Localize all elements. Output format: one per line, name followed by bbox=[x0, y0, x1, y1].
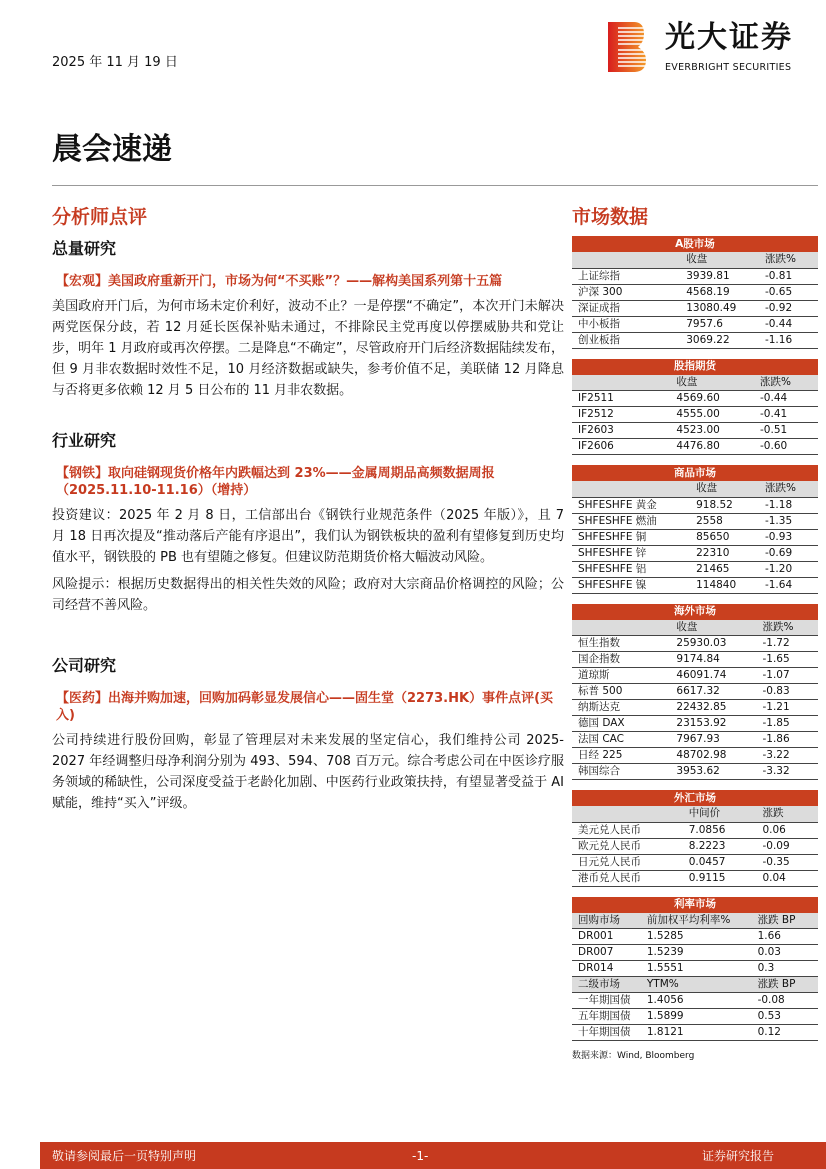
disclaimer-note: 敬请参阅最后一页特别声明 bbox=[52, 1149, 197, 1163]
table-cell: -0.93 bbox=[759, 529, 818, 545]
table-cell: 0.0457 bbox=[683, 854, 757, 870]
page-title: 晨会速递 bbox=[52, 132, 172, 167]
table-cell: 标普 500 bbox=[572, 684, 670, 700]
table-row bbox=[572, 561, 818, 577]
table-cell: -1.35 bbox=[759, 513, 818, 529]
table-cell: 4569.60 bbox=[670, 391, 754, 407]
table-cell: 0.04 bbox=[756, 870, 818, 886]
table-cell: 收盘 bbox=[680, 252, 759, 268]
table-row bbox=[572, 961, 818, 977]
table-row bbox=[572, 764, 818, 780]
table-subheader bbox=[572, 806, 818, 822]
table-cell: 114840 bbox=[690, 577, 759, 593]
report-date: 2025 年 11 月 19 日 bbox=[52, 55, 178, 70]
table-cell: 1.5285 bbox=[641, 929, 752, 945]
table-row bbox=[572, 732, 818, 748]
table-row bbox=[572, 268, 818, 284]
table-cell: 1.66 bbox=[752, 929, 818, 945]
table-cell: 46091.74 bbox=[670, 668, 756, 684]
table-cell: 上证综指 bbox=[572, 268, 680, 284]
paragraph: 风险提示：根据历史数据得出的相关性失效的风险；政府对大宗商品价格调控的风险；公司经营不善风险。 bbox=[52, 577, 564, 613]
block-heading: 公司研究 bbox=[52, 656, 117, 675]
table-cell: -0.83 bbox=[756, 684, 818, 700]
table-cell: 2558 bbox=[690, 513, 759, 529]
table-row bbox=[572, 854, 818, 870]
table-row bbox=[572, 822, 818, 838]
table-cell: -0.81 bbox=[759, 268, 818, 284]
data-source: 数据来源：Wind, Bloomberg bbox=[572, 1051, 695, 1061]
table-row bbox=[572, 439, 818, 455]
table-cell: 1.8121 bbox=[641, 1025, 752, 1041]
table-caption: 外汇市场 bbox=[572, 790, 818, 806]
market-table bbox=[572, 897, 818, 1042]
table-cell: -0.08 bbox=[752, 993, 818, 1009]
section-title: 分析师点评 bbox=[52, 206, 148, 228]
table-cell: 二级市场 bbox=[572, 977, 641, 993]
table-cell: 收盘 bbox=[670, 620, 756, 636]
table-cell: IF2512 bbox=[572, 407, 670, 423]
table-cell: 日经 225 bbox=[572, 748, 670, 764]
table-row bbox=[572, 529, 818, 545]
table-row bbox=[572, 423, 818, 439]
table-subheader bbox=[572, 252, 818, 268]
table-subheader bbox=[572, 913, 818, 929]
divider bbox=[52, 185, 818, 186]
market-table bbox=[572, 236, 818, 349]
table-cell: 收盘 bbox=[670, 375, 754, 391]
table-cell: -1.64 bbox=[759, 577, 818, 593]
table-row bbox=[572, 284, 818, 300]
table-cell: -0.51 bbox=[754, 423, 818, 439]
table-row bbox=[572, 652, 818, 668]
table-cell: -0.92 bbox=[759, 300, 818, 316]
table-cell: 港币兑人民币 bbox=[572, 870, 683, 886]
research-block bbox=[52, 239, 564, 401]
article-title[interactable]: 【医药】出海并购加速，回购加码彰显发展信心——固生堂（2273.HK）事件点评(买入) bbox=[56, 691, 554, 723]
table-cell: 3939.81 bbox=[680, 268, 759, 284]
table-cell: 道琼斯 bbox=[572, 668, 670, 684]
table-row bbox=[572, 684, 818, 700]
table-subheader bbox=[572, 977, 818, 993]
table-cell: 涨跌 bbox=[756, 806, 818, 822]
table-cell: 22432.85 bbox=[670, 700, 756, 716]
table-cell: -1.16 bbox=[759, 332, 818, 348]
table-cell: IF2511 bbox=[572, 391, 670, 407]
table-row bbox=[572, 332, 818, 348]
table-cell: SHFESHFE 黄金 bbox=[572, 497, 690, 513]
table-cell: -0.41 bbox=[754, 407, 818, 423]
table-cell: -3.32 bbox=[756, 764, 818, 780]
article-title[interactable]: 【宏观】美国政府重新开门，市场为何“不买账”？——解构美国系列第十五篇 bbox=[56, 274, 503, 289]
table-cell: DR001 bbox=[572, 929, 641, 945]
table-row bbox=[572, 300, 818, 316]
table-cell: 0.9115 bbox=[683, 870, 757, 886]
table-cell bbox=[572, 375, 670, 391]
paragraph: 公司持续进行股份回购，彰显了管理层对未来发展的坚定信心，我们维持公司 2025-2027 年经调整归母净利润分别为 493、594、708 百万元。综合考虑公司在中医诊疗服务领域的稀缺性，公司深度受益于老龄化加剧、中医药行业政策扶持，有望显著受益于 AI 赋能，维持“买入”评级。 bbox=[52, 733, 564, 811]
table-caption: 商品市场 bbox=[572, 465, 818, 481]
table-caption: 股指期货 bbox=[572, 359, 818, 375]
table-cell: 法国 CAC bbox=[572, 732, 670, 748]
table-cell: SHFESHFE 铜 bbox=[572, 529, 690, 545]
table-row bbox=[572, 391, 818, 407]
table-row bbox=[572, 993, 818, 1009]
table-row bbox=[572, 716, 818, 732]
table-cell: 1.5551 bbox=[641, 961, 752, 977]
table-row bbox=[572, 577, 818, 593]
table-cell: 涨跌% bbox=[754, 375, 818, 391]
table-cell: 恒生指数 bbox=[572, 636, 670, 652]
footer bbox=[40, 1142, 826, 1169]
table-cell: 918.52 bbox=[690, 497, 759, 513]
table-row bbox=[572, 700, 818, 716]
table-cell: 6617.32 bbox=[670, 684, 756, 700]
table-cell: 涨跌% bbox=[756, 620, 818, 636]
table-cell: 0.12 bbox=[752, 1025, 818, 1041]
table-cell: SHFESHFE 镍 bbox=[572, 577, 690, 593]
table-caption: 海外市场 bbox=[572, 604, 818, 620]
block-heading: 行业研究 bbox=[52, 431, 117, 450]
table-cell: 7967.93 bbox=[670, 732, 756, 748]
table-row bbox=[572, 545, 818, 561]
market-table bbox=[572, 790, 818, 887]
logo-mark-icon bbox=[608, 22, 646, 72]
table-cell: 1.5239 bbox=[641, 945, 752, 961]
table-cell: 涨跌 BP bbox=[752, 913, 818, 929]
table-cell: 3953.62 bbox=[670, 764, 756, 780]
table-cell: -1.72 bbox=[756, 636, 818, 652]
table-row bbox=[572, 668, 818, 684]
table-cell: 4555.00 bbox=[670, 407, 754, 423]
paragraph: 美国政府开门后，为何市场未定价利好，波动不止？一是停摆“不确定”，本次开门未解决两党医保分歧，若 12 月延长医保补贴未通过，不排除民主党再度以停摆威胁共和党让步，明年 1 月政府或再次停摆。二是降息“不确定”，尽管政府开门后经济数据陆续发布，但 9 月非农数据时效性不足，10 月经济数据或缺失，参考价值不足，美联储 12 月降息与否将更多依赖 12 月 5 日公布的 11 月非农数据。 bbox=[52, 299, 564, 398]
table-cell: -1.65 bbox=[756, 652, 818, 668]
table-cell: SHFESHFE 燃油 bbox=[572, 513, 690, 529]
paragraph: 投资建议：2025 年 2 月 8 日，工信部出台《钢铁行业规范条件（2025 年版）》，且 7 月 18 日再次提及“推动落后产能有序退出”，我们认为钢铁板块的盈利有望修复到历史均值水平，钢铁股的 PB 也有望随之修复。但建议防范期货价格大幅波动风险。 bbox=[52, 508, 564, 565]
table-row bbox=[572, 748, 818, 764]
table-cell: 十年期国债 bbox=[572, 1025, 641, 1041]
table-cell: 8.2223 bbox=[683, 838, 757, 854]
table-cell: 1.5899 bbox=[641, 1009, 752, 1025]
table-cell: 收盘 bbox=[690, 481, 759, 497]
table-cell: 0.53 bbox=[752, 1009, 818, 1025]
report-type: 证券研究报告 bbox=[702, 1149, 775, 1163]
table-cell: -1.18 bbox=[759, 497, 818, 513]
logo-text-en: EVERBRIGHT SECURITIES bbox=[665, 62, 792, 73]
table-row bbox=[572, 945, 818, 961]
table-cell: -1.07 bbox=[756, 668, 818, 684]
table-subheader bbox=[572, 481, 818, 497]
table-cell: -0.09 bbox=[756, 838, 818, 854]
table-cell: 中间价 bbox=[683, 806, 757, 822]
table-cell: SHFESHFE 铝 bbox=[572, 561, 690, 577]
table-row bbox=[572, 513, 818, 529]
market-table bbox=[572, 604, 818, 781]
everbright-logo bbox=[608, 20, 818, 80]
table-cell: DR014 bbox=[572, 961, 641, 977]
table-cell: 23153.92 bbox=[670, 716, 756, 732]
table-cell bbox=[572, 806, 683, 822]
table-cell: 4476.80 bbox=[670, 439, 754, 455]
table-row bbox=[572, 929, 818, 945]
table-cell: IF2606 bbox=[572, 439, 670, 455]
table-cell: 0.3 bbox=[752, 961, 818, 977]
table-cell: 13080.49 bbox=[680, 300, 759, 316]
table-cell: 涨跌 BP bbox=[752, 977, 818, 993]
market-data bbox=[572, 205, 824, 1062]
table-cell: 一年期国债 bbox=[572, 993, 641, 1009]
table-row bbox=[572, 870, 818, 886]
table-row bbox=[572, 1009, 818, 1025]
table-cell: 4568.19 bbox=[680, 284, 759, 300]
table-cell: YTM% bbox=[641, 977, 752, 993]
page-number: -1- bbox=[412, 1149, 429, 1163]
table-row bbox=[572, 407, 818, 423]
table-cell: 日元兑人民币 bbox=[572, 854, 683, 870]
table-caption: 利率市场 bbox=[572, 897, 818, 913]
table-cell: -1.85 bbox=[756, 716, 818, 732]
table-cell: 纳斯达克 bbox=[572, 700, 670, 716]
table-cell: -1.86 bbox=[756, 732, 818, 748]
logo-text-cn: 光大证券 bbox=[665, 20, 793, 55]
table-cell: 回购市场 bbox=[572, 913, 641, 929]
research-block bbox=[52, 656, 564, 814]
table-cell: -1.21 bbox=[756, 700, 818, 716]
article-title[interactable]: 【钢铁】取向硅钢现货价格年内跌幅达到 23%——金属周期品高频数据周报（2025.11.10-11.16）（增持） bbox=[56, 466, 495, 498]
table-cell: 中小板指 bbox=[572, 316, 680, 332]
table-cell: 7.0856 bbox=[683, 822, 757, 838]
table-row bbox=[572, 1025, 818, 1041]
table-cell: 25930.03 bbox=[670, 636, 756, 652]
table-cell: 85650 bbox=[690, 529, 759, 545]
table-cell: 48702.98 bbox=[670, 748, 756, 764]
table-cell: 创业板指 bbox=[572, 332, 680, 348]
table-cell: 涨跌% bbox=[759, 481, 818, 497]
table-cell: 前加权平均利率% bbox=[641, 913, 752, 929]
table-cell: 涨跌% bbox=[759, 252, 818, 268]
table-cell: 22310 bbox=[690, 545, 759, 561]
table-cell: -1.20 bbox=[759, 561, 818, 577]
table-cell: 欧元兑人民币 bbox=[572, 838, 683, 854]
table-row bbox=[572, 838, 818, 854]
table-cell: 3069.22 bbox=[680, 332, 759, 348]
table-cell: 国企指数 bbox=[572, 652, 670, 668]
table-row bbox=[572, 636, 818, 652]
table-cell: 0.06 bbox=[756, 822, 818, 838]
table-cell: 21465 bbox=[690, 561, 759, 577]
table-cell: 美元兑人民币 bbox=[572, 822, 683, 838]
table-cell: 0.03 bbox=[752, 945, 818, 961]
section-title: 市场数据 bbox=[572, 206, 649, 228]
market-table bbox=[572, 359, 818, 456]
table-cell: -0.35 bbox=[756, 854, 818, 870]
table-cell: 1.4056 bbox=[641, 993, 752, 1009]
table-subheader bbox=[572, 620, 818, 636]
table-cell: -0.65 bbox=[759, 284, 818, 300]
market-table bbox=[572, 465, 818, 594]
table-cell: -0.60 bbox=[754, 439, 818, 455]
table-cell: 深证成指 bbox=[572, 300, 680, 316]
table-cell: 五年期国债 bbox=[572, 1009, 641, 1025]
table-row bbox=[572, 316, 818, 332]
table-cell: IF2603 bbox=[572, 423, 670, 439]
table-cell: DR007 bbox=[572, 945, 641, 961]
table-caption: A股市场 bbox=[572, 236, 818, 252]
table-cell: -0.69 bbox=[759, 545, 818, 561]
table-cell: 7957.6 bbox=[680, 316, 759, 332]
table-cell: 9174.84 bbox=[670, 652, 756, 668]
table-cell: 4523.00 bbox=[670, 423, 754, 439]
table-cell bbox=[572, 252, 680, 268]
analyst-comments bbox=[52, 205, 564, 814]
table-cell: SHFESHFE 锌 bbox=[572, 545, 690, 561]
table-subheader bbox=[572, 375, 818, 391]
block-heading: 总量研究 bbox=[52, 239, 117, 258]
table-cell: -0.44 bbox=[754, 391, 818, 407]
table-cell bbox=[572, 481, 690, 497]
table-cell bbox=[572, 620, 670, 636]
table-row bbox=[572, 497, 818, 513]
table-cell: -3.22 bbox=[756, 748, 818, 764]
table-cell: 韩国综合 bbox=[572, 764, 670, 780]
table-cell: 沪深 300 bbox=[572, 284, 680, 300]
table-cell: -0.44 bbox=[759, 316, 818, 332]
research-block bbox=[52, 431, 564, 616]
table-cell: 德国 DAX bbox=[572, 716, 670, 732]
